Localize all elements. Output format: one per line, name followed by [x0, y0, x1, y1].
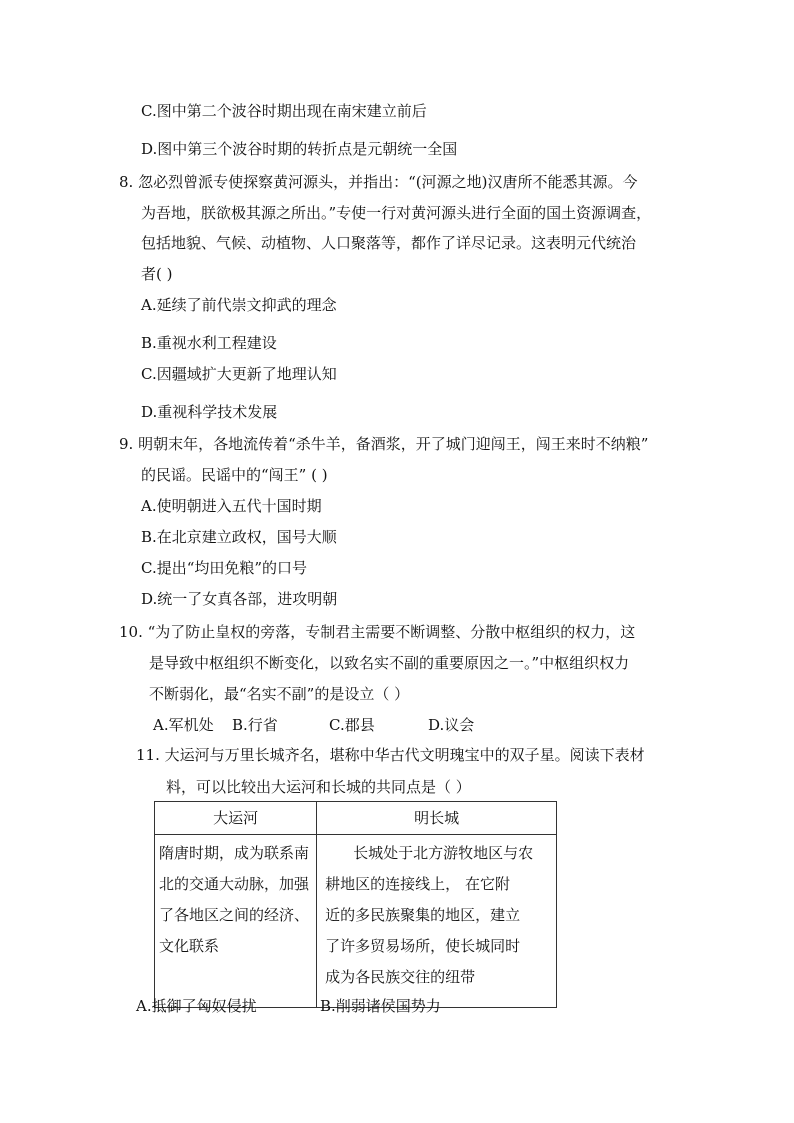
q11-option-b: B.削弱诸侯国势力 [320, 997, 441, 1015]
table-header-canal: 大运河 [155, 802, 317, 835]
table-cell-canal [155, 835, 317, 1008]
table-header-great-wall: 明长城 [317, 802, 557, 835]
table-header-row [155, 802, 557, 835]
q8-stem-line-4: 者( ) [141, 265, 173, 283]
q10-stem-line-1: 10. “为了防止皇权的旁落，专制君主需要不断调整、分散中枢组织的权力，这 [119, 623, 636, 641]
wall-text-line: 长城处于北方游牧地区与农 [353, 844, 534, 862]
canal-text-line: 隋唐时期，成为联系南 [159, 844, 310, 862]
wall-text-line: 近的多民族聚集的地区，建立 [325, 906, 521, 924]
q9-option-c: C.提出“均田免粮”的口号 [141, 559, 308, 577]
q7-option-c: C.图中第二个波谷时期出现在南宋建立前后 [141, 102, 427, 120]
q9-option-a: A.使明朝进入五代十国时期 [141, 497, 322, 515]
wall-text-line: 了许多贸易场所，使长城同时 [325, 937, 521, 955]
q10-stem-line-3: 不断弱化，最“名实不副”的是设立（ ） [149, 685, 410, 703]
q10-option-d: D.议会 [428, 716, 475, 734]
q8-option-b: B.重视水利工程建设 [141, 334, 277, 352]
q11-stem-line-2: 料，可以比较出大运河和长城的共同点是（ ） [166, 778, 471, 796]
q8-stem-line-1: 8. 忽必烈曾派专使探察黄河源头，并指出：“(河源之地)汉唐所不能悉其源。今 [119, 173, 638, 191]
q10-stem-line-2: 是导致中枢组织不断变化，以致名实不副的重要原因之一。”中枢组织权力 [149, 654, 630, 672]
table-cell-great-wall [317, 835, 557, 1008]
table-row [155, 835, 557, 1008]
q8-option-c: C.因疆域扩大更新了地理认知 [141, 365, 337, 383]
q8-option-a: A.延续了前代崇文抑武的理念 [141, 296, 337, 314]
q11-stem-line-1: 11. 大运河与万里长城齐名，堪称中华古代文明瑰宝中的双子星。阅读下表材 [136, 746, 645, 764]
q9-option-d: D.统一了女真各部，进攻明朝 [141, 590, 338, 608]
q7-option-d: D.图中第三个波谷时期的转折点是元朝统一全国 [141, 140, 458, 158]
canal-text-line: 文化联系 [159, 937, 220, 955]
canal-text-line: 北的交通大动脉，加强 [159, 875, 310, 893]
q9-stem-line-1: 9. 明朝末年，各地流传着“杀牛羊，备酒浆，开了城门迎闯王，闯王来时不纳粮” [119, 435, 649, 453]
q10-option-a: A.军机处 [153, 716, 214, 734]
q10-option-c: C.郡县 [329, 716, 375, 734]
q8-stem-line-2: 为吾地，朕欲极其源之所出。”专使一行对黄河源头进行全面的国土资源调查， [141, 204, 652, 222]
q9-stem-line-2: 的民谣。民谣中的“闯王” ( ) [141, 466, 328, 484]
q10-option-b: B.行省 [232, 716, 278, 734]
comparison-table [154, 801, 557, 1008]
wall-text-line: 成为各民族交往的纽带 [325, 968, 476, 986]
q9-option-b: B.在北京建立政权，国号大顺 [141, 528, 337, 546]
canal-text-line: 了各地区之间的经济、 [159, 906, 310, 924]
q11-option-a: A.抵御了匈奴侵扰 [136, 997, 257, 1015]
wall-text-line: 耕地区的连接线上， 在它附 [325, 875, 510, 893]
q8-stem-line-3: 包括地貌、气候、动植物、人口聚落等，都作了详尽记录。这表明元代统治 [141, 234, 637, 252]
q8-option-d: D.重视科学技术发展 [141, 403, 278, 421]
